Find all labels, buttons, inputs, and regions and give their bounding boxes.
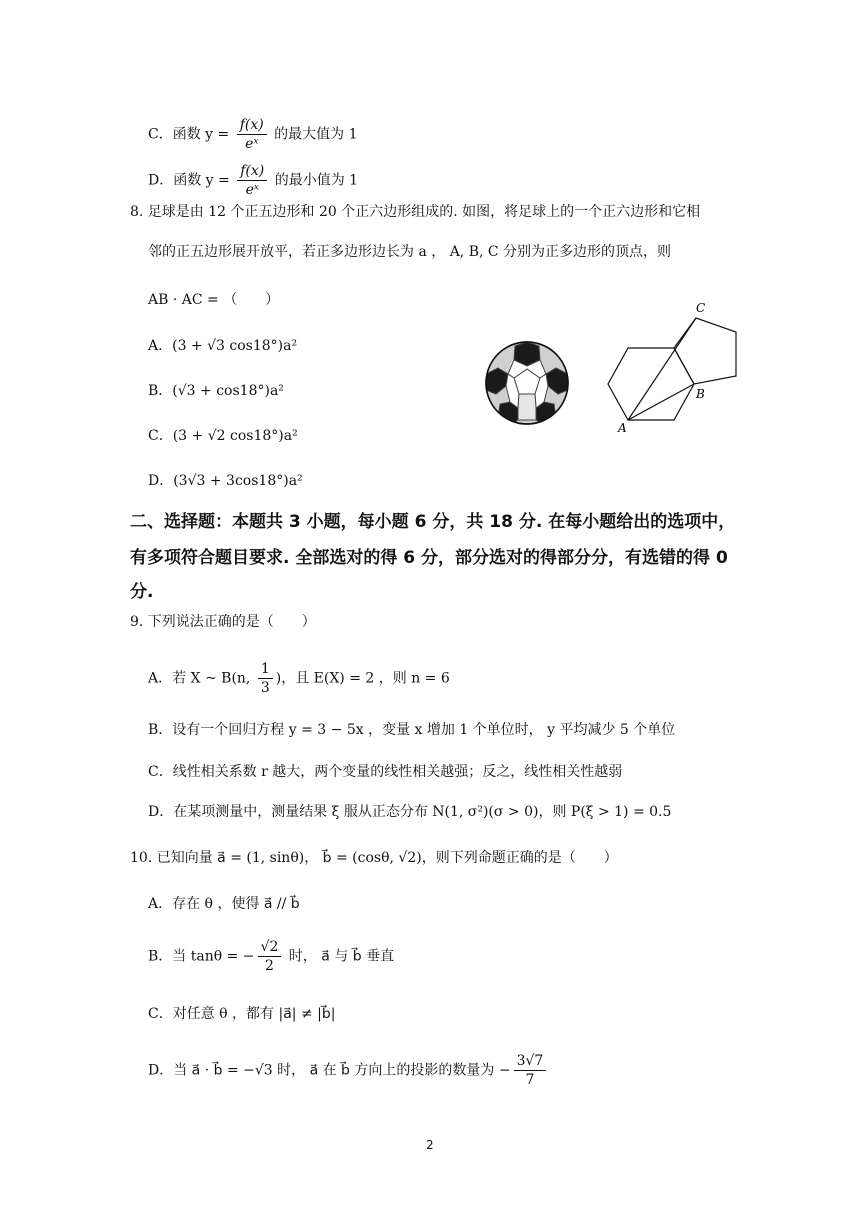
q9-option-d: D．在某项测量中，测量结果 ξ 服从正态分布 N(1, σ²)(σ > 0)，则 P(ξ > 1) = 0.5	[148, 804, 672, 820]
q8-stem-line3: AB · AC = （ ）	[148, 292, 280, 308]
fraction-denominator: eˣ	[245, 182, 259, 198]
option-d-prev	[148, 162, 358, 199]
fraction-denominator: eˣ	[245, 136, 259, 152]
q10-option-c: C．对任意 θ ，都有 |a⃗| ≠ |b⃗|	[148, 1006, 336, 1022]
option-label: C．	[148, 126, 173, 143]
hexagon-pentagon-figure	[600, 296, 760, 436]
pentagon-shape	[674, 318, 736, 384]
q8-option-c: C．(3 + √2 cos18°)a²	[148, 428, 298, 444]
q10-option-a: A．存在 θ ，使得 a⃗ // b⃗	[148, 896, 300, 912]
label-b: B	[696, 387, 705, 401]
option-label: D．	[148, 172, 174, 189]
hexagon-shape	[608, 348, 694, 420]
option-text: A．若 X ~ B(n,	[148, 670, 255, 687]
fraction	[258, 938, 282, 975]
page-number: 2	[426, 1138, 434, 1152]
q10-option-b	[148, 938, 394, 975]
q8-option-d: D．(3√3 + 3cos18°)a²	[148, 473, 303, 489]
option-text: )，且 E(X) = 2 ，则 n = 6	[275, 670, 450, 687]
option-text: 的最大值为 1	[269, 126, 358, 143]
fraction-numerator: f(x)	[237, 116, 267, 135]
fraction	[237, 116, 267, 153]
label-a: A	[618, 421, 627, 435]
fraction	[237, 162, 267, 199]
q9-option-a	[148, 660, 450, 697]
fraction	[514, 1052, 547, 1089]
fraction-numerator: f(x)	[237, 162, 267, 181]
fraction-numerator: √2	[258, 938, 282, 957]
q10-option-d	[148, 1052, 549, 1089]
option-text: D．当 a⃗ · b⃗ = −√3 时， a⃗ 在 b⃗ 方向上的投影的数量为 −	[148, 1062, 511, 1079]
fraction	[258, 660, 273, 697]
section2-line3: 分.	[130, 582, 154, 602]
fraction-denominator: 7	[525, 1072, 535, 1088]
option-text: 函数 y =	[172, 126, 234, 143]
option-text: 时， a⃗ 与 b⃗ 垂直	[284, 948, 395, 965]
fraction-denominator: 3	[260, 680, 270, 696]
q8-stem-line2: 邻的正五边形展开放平，若正多边形边长为 a ， A, B, C 分别为正多边形的顶点，则	[148, 244, 672, 260]
fraction-numerator: 1	[258, 660, 273, 679]
q9-option-c: C．线性相关系数 r 越大，两个变量的线性相关越强；反之，线性相关性越弱	[148, 764, 623, 780]
label-c: C	[696, 301, 706, 315]
section2-line1: 二、选择题：本题共 3 小题，每小题 6 分，共 18 分. 在每小题给出的选项中，	[130, 512, 736, 532]
option-text: B．当 tanθ = −	[148, 948, 255, 965]
fraction-denominator: 2	[264, 958, 274, 974]
q8-option-b: B．(√3 + cos18°)a²	[148, 383, 284, 399]
q8-stem-line1: 8. 足球是由 12 个正五边形和 20 个正六边形组成的. 如图，将足球上的一个正六边形和它相	[130, 204, 701, 220]
soccer-ball-figure	[484, 340, 570, 426]
fraction-numerator: 3√7	[514, 1052, 547, 1071]
option-text: 的最小值为 1	[270, 172, 359, 189]
q10-stem: 10. 已知向量 a⃗ = (1, sinθ)， b⃗ = (cosθ, √2)，则下列命题正确的是（ ）	[130, 850, 618, 866]
section2-line2: 有多项符合题目要求. 全部选对的得 6 分，部分选对的得部分分，有选错的得 0	[130, 548, 728, 568]
q9-option-b: B．设有一个回归方程 y = 3 − 5x ，变量 x 增加 1 个单位时， y 平均减少 5 个单位	[148, 722, 676, 738]
option-text: 函数 y =	[173, 172, 235, 189]
option-c-prev	[148, 116, 358, 153]
q9-stem: 9. 下列说法正确的是（ ）	[130, 614, 316, 630]
q8-option-a: A．(3 + √3 cos18°)a²	[148, 338, 298, 354]
